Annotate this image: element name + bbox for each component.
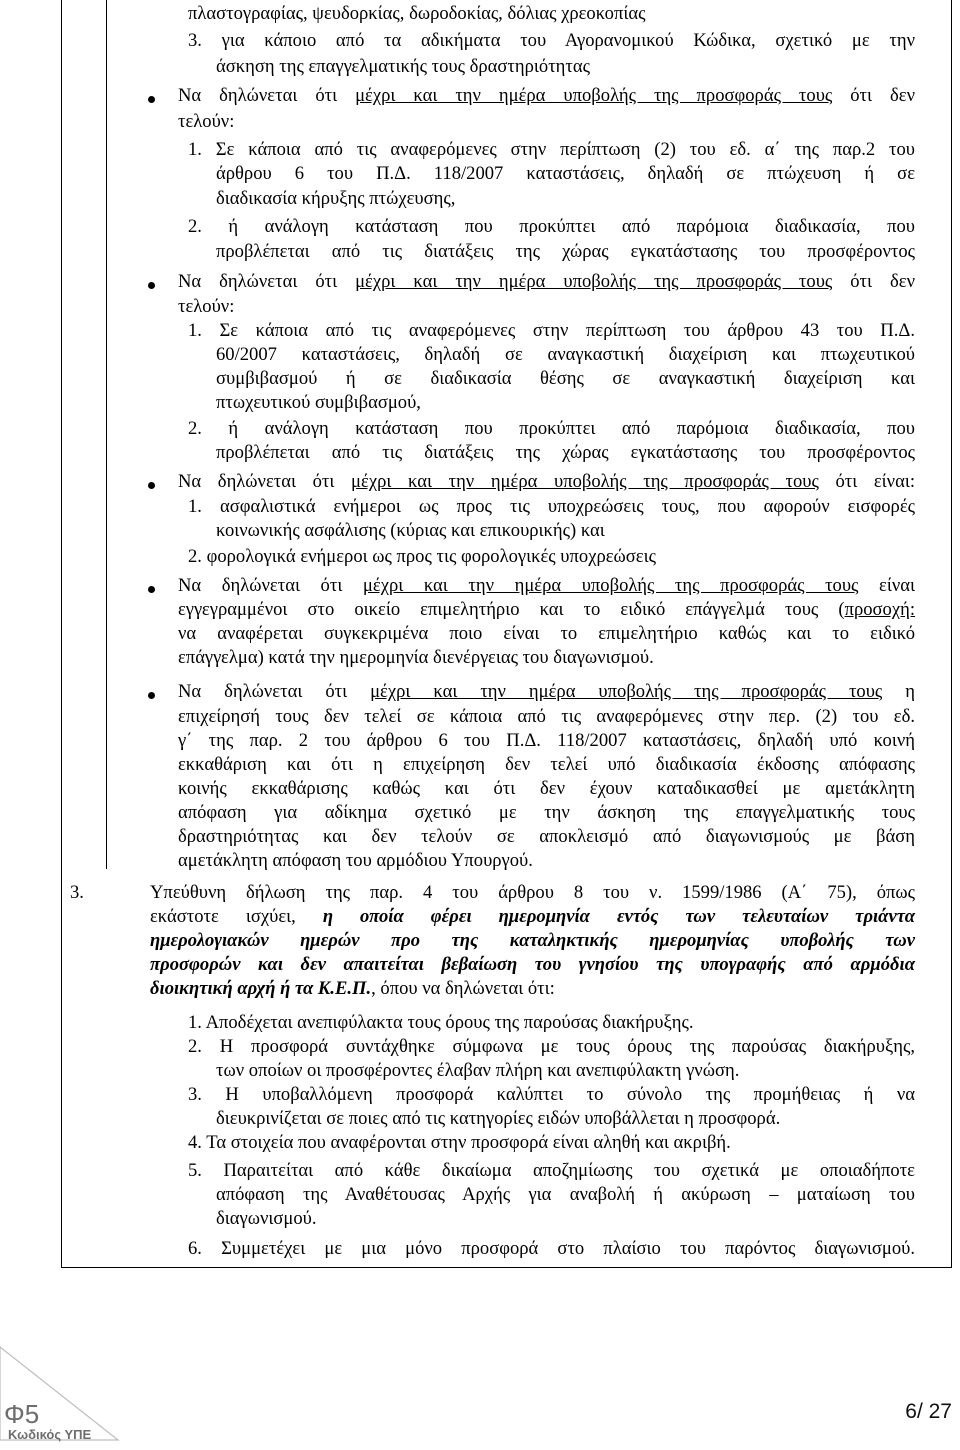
document-line: 4. Τα στοιχεία που αναφέρονται στην προσφορά είναι αληθή και ακριβή. (188, 1132, 731, 1153)
document-line: Να δηλώνεται ότι μέχρι και την ημέρα υποβολής της προσφοράς τους ότι είναι: (178, 471, 915, 492)
document-line: διοικητική αρχή ή τα Κ.Ε.Π., όπου να δηλώνεται ότι: (150, 978, 555, 999)
document-line: προβλέπεται από τις διατάξεις της χώρας εγκατάστασης του προσφέροντος (216, 442, 915, 463)
document-line: απόφαση για αδίκημα σχετικό με την άσκηση της επαγγελματικής τους (178, 802, 915, 823)
bullet-icon (148, 96, 155, 103)
document-line: 3. (70, 882, 84, 903)
document-line: επάγγελμα) κατά την ημερομηνία διενέργειας του διαγωνισμού. (178, 647, 654, 668)
document-line: προβλέπεται από τις διατάξεις της χώρας εγκατάστασης του προσφέροντος (216, 241, 915, 262)
document-line: άσκηση της επαγγελματικής τους δραστηριότητας (216, 56, 590, 77)
document-line: επιχείρησή τους δεν τελεί σε κάποια από τις αναφερόμενες στην περ. (2) του εδ. (178, 706, 915, 727)
document-line: Να δηλώνεται ότι μέχρι και την ημέρα υποβολής της προσφοράς τους ότι δεν (178, 85, 915, 106)
document-line: τελούν: (178, 111, 235, 132)
document-line: 1. ασφαλιστικά ενήμεροι ως προς τις υποχρεώσεις τους, που αφορούν εισφορές (188, 496, 915, 517)
document-line: 2. φορολογικά ενήμεροι ως προς τις φορολογικές υποχρεώσεις (188, 546, 656, 567)
document-line: των οποίων οι προσφέροντες έλαβαν πλήρη και ανεπιφύλακτη γνώση. (216, 1060, 740, 1081)
bullet-icon (148, 692, 155, 699)
document-line: Υπεύθυνη δήλωση της παρ. 4 του άρθρου 8 του ν. 1599/1986 (Α΄ 75), όπως (150, 882, 915, 903)
document-line: Να δηλώνεται ότι μέχρι και την ημέρα υποβολής της προσφοράς τους ότι δεν (178, 271, 915, 292)
column-divider (106, 0, 107, 869)
document-line: 3. για κάποιο από τα αδικήματα του Αγορανομικού Κώδικα, σχετικό με την (188, 30, 915, 51)
document-line: γ΄ της παρ. 2 του άρθρου 6 του Π.Δ. 118/2007 καταστάσεις, δηλαδή υπό κοινή (178, 730, 915, 751)
logo-label: Κωδικός ΥΠΕ (8, 1427, 92, 1442)
logo-code: Φ5 (4, 1399, 40, 1429)
document-line: πτωχευτικού συμβιβασμού, (216, 392, 421, 413)
document-line: άρθρου 6 του Π.Δ. 118/2007 καταστάσεις, δηλαδή σε πτώχευση ή σε (216, 163, 915, 184)
document-line: 1. Σε κάποια από τις αναφερόμενες στην περίπτωση (2) του εδ. α΄ της παρ.2 του (188, 139, 915, 160)
bullet-icon (148, 482, 155, 489)
document-line: δραστηριότητας και δεν τελούν σε αποκλεισμό από διαγωνισμούς με βάση (178, 826, 915, 847)
bullet-icon (148, 586, 155, 593)
document-line: 2. Η προσφορά συντάχθηκε σύμφωνα με τους όρους της παρούσας διακήρυξης, (188, 1036, 915, 1057)
document-line: εκάστοτε ισχύει, η οποία φέρει ημερομηνία εντός των τελευταίων τριάντα (150, 906, 915, 927)
document-line: 2. ή ανάλογη κατάσταση που προκύπτει από παρόμοια διαδικασία, που (188, 418, 915, 439)
bullet-icon (148, 282, 155, 289)
document-line: 6. Συμμετέχει με μια μόνο προσφορά στο πλαίσιο του παρόντος διαγωνισμού. (188, 1238, 915, 1259)
document-line: να αναφέρεται συγκεκριμένα ποιο είναι το επιμελητήριο καθώς και το ειδικό (178, 623, 915, 644)
document-line: 3. Η υποβαλλόμενη προσφορά καλύπτει το σύνολο της προμήθειας ή να (188, 1084, 915, 1105)
document-line: πλαστογραφίας, ψευδορκίας, δωροδοκίας, δόλιας χρεοκοπίας (188, 3, 646, 24)
document-line: Να δηλώνεται ότι μέχρι και την ημέρα υποβολής της προσφοράς τους η (178, 681, 916, 702)
document-line: διευκρινίζεται σε ποιες από τις κατηγορίες ειδών υποβάλλεται η προσφορά. (216, 1108, 781, 1129)
document-line: Να δηλώνεται ότι μέχρι και την ημέρα υποβολής της προσφοράς τους είναι (178, 575, 915, 596)
document-line: 60/2007 καταστάσεις, δηλαδή σε αναγκαστική διαχείριση και πτωχευτικού (216, 344, 915, 365)
document-line: ημερολογιακών ημερών προ της καταληκτικής ημερομηνίας υποβολής των (150, 930, 915, 951)
document-line: κοινωνικής ασφάλισης (κύριας και επικουρικής) και (216, 520, 605, 541)
document-line: 2. ή ανάλογη κατάσταση που προκύπτει από παρόμοια διαδικασία, που (188, 216, 915, 237)
document-line: προσφορών και δεν απαιτείται βεβαίωση του γνησίου της υπογραφής από αρμόδια (150, 954, 915, 975)
page-number: 6/ 27 (905, 1400, 952, 1423)
document-line: συμβιβασμού ή σε διαδικασία θέσης σε αναγκαστική διαχείριση και (216, 368, 915, 389)
document-line: διαγωνισμού. (216, 1208, 317, 1229)
document-line: απόφαση της Αναθέτουσας Αρχής για αναβολή ή ακύρωση – ματαίωση του (216, 1184, 915, 1205)
document-line: εγγεγραμμένοι στο οικείο επιμελητήριο και το ειδικό επάγγελμά τους (προσοχή: (178, 599, 915, 620)
document-line: τελούν: (178, 296, 235, 317)
document-line: εκκαθάριση και ότι η επιχείρηση δεν τελεί υπό διαδικασία έκδοσης απόφασης (178, 754, 915, 775)
document-line: κοινής εκκαθάρισης καθώς και ότι δεν έχουν καταδικασθεί με αμετάκλητη (178, 778, 915, 799)
document-line: αμετάκλητη απόφαση του αρμόδιου Υπουργού. (178, 850, 533, 871)
document-line: 1. Σε κάποια από τις αναφερόμενες στην περίπτωση του άρθρου 43 του Π.Δ. (188, 320, 915, 341)
document-line: 1. Αποδέχεται ανεπιφύλακτα τους όρους της παρούσας διακήρυξης. (188, 1012, 694, 1033)
document-line: διαδικασία κήρυξης πτώχευσης, (216, 188, 456, 209)
document-line: 5. Παραιτείται από κάθε δικαίωμα αποζημίωσης του σχετικά με οποιαδήποτε (188, 1160, 915, 1181)
